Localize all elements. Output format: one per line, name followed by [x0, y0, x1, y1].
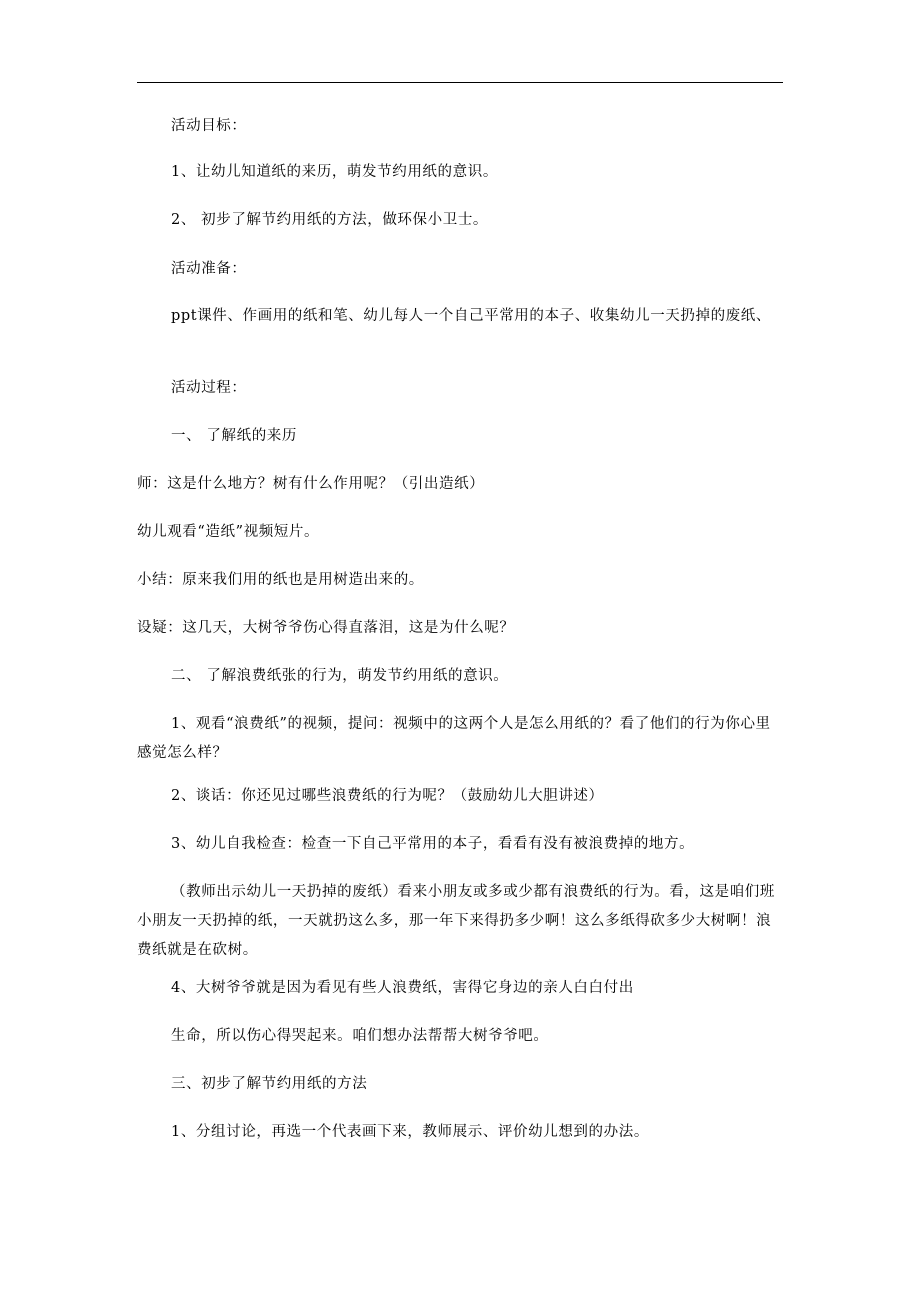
- paragraph-question: 设疑：这几天，大树爷爷伤心得直落泪，这是为什么呢？: [137, 620, 515, 636]
- paragraph-section-2: 二、 了解浪费纸张的行为，萌发节约用纸的意识。: [171, 668, 509, 684]
- paragraph-prep-heading: 活动准备：: [171, 261, 247, 277]
- paragraph-section-3: 三、初步了解节约用纸的方法: [171, 1076, 368, 1092]
- paragraph-teacher-shows: （教师出示幼儿一天扔掉的废纸）看来小朋友或多或少都有浪费纸的行为。看，这是咱们班小朋友一天扔掉的纸，一天就扔这么多，那一年下来得扔多少啊！这么多纸得砍多少大树啊！浪费纸就是在砍树。: [137, 884, 775, 958]
- paragraph-prep-items: ppt课件、作画用的纸和笔、幼儿每人一个自己平常用的本子、收集幼儿一天扔掉的废纸、: [171, 308, 771, 324]
- paragraph-section-1: 一、 了解纸的来历: [171, 428, 298, 444]
- paragraph-goals-heading: 活动目标：: [171, 118, 247, 134]
- paragraph-item-4: 4、大树爷爷就是因为看见有些人浪费纸，害得它身边的亲人白白付出: [171, 980, 634, 996]
- paragraph-goal-2: 2、 初步了解节约用纸的方法，做环保小卫士。: [171, 212, 489, 228]
- paragraph-watch-video: 幼儿观看“造纸”视频短片。: [137, 524, 320, 540]
- paragraph-summary: 小结：原来我们用的纸也是用树造出来的。: [137, 572, 424, 588]
- header-rule: [137, 82, 783, 83]
- paragraph-process-heading: 活动过程：: [171, 380, 247, 396]
- paragraph-item-2: 2、谈话：你还见过哪些浪费纸的行为呢？（鼓励幼儿大胆讲述）: [171, 788, 604, 804]
- paragraph-goal-1: 1、让幼儿知道纸的来历，萌发节约用纸的意识。: [171, 164, 498, 180]
- paragraph-section-3-item-1: 1、分组讨论，再选一个代表画下来，教师展示、评价幼儿想到的办法。: [171, 1124, 649, 1140]
- paragraph-teacher-question: 师：这是什么地方？树有什么作用呢？（引出造纸）: [137, 476, 485, 492]
- paragraph-item-3: 3、幼儿自我检查：检查一下自己平常用的本子，看看有没有被浪费掉的地方。: [171, 836, 695, 852]
- paragraph-item-4-cont: 生命，所以伤心得哭起来。咱们想办法帮帮大树爷爷吧。: [171, 1028, 549, 1044]
- paragraph-item-1: 1、观看“浪费纸”的视频，提问：视频中的这两个人是怎么用纸的？看了他们的行为你心里感觉怎么样？: [137, 716, 771, 761]
